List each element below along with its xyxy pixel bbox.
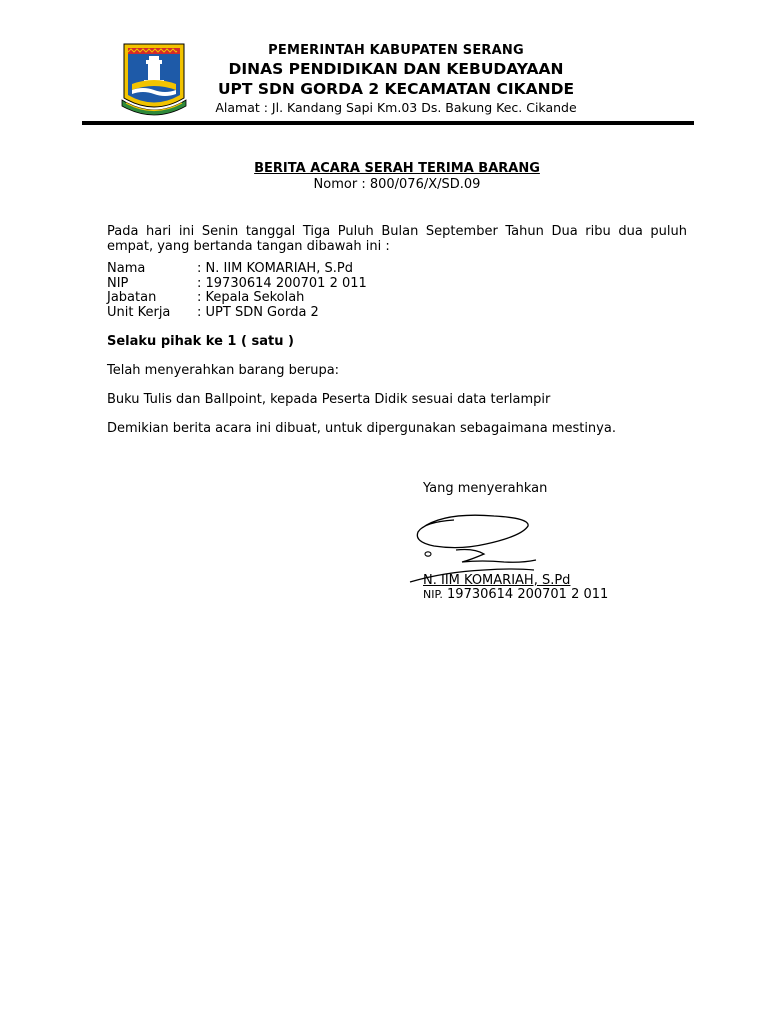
identity-table <box>107 262 367 320</box>
letterhead-divider <box>82 121 694 125</box>
letterhead-department: DINAS PENDIDIKAN DAN KEBUDAYAAN <box>228 60 564 78</box>
letterhead <box>196 42 596 116</box>
identity-row <box>107 262 367 277</box>
nip-value: 19730614 200701 2 011 <box>442 587 609 602</box>
signatory-nip <box>423 587 608 602</box>
identity-value: : Kepala Sekolah <box>197 290 305 305</box>
identity-label: Unit Kerja <box>107 304 171 320</box>
closing-text: Demikian berita acara ini dibuat, untuk dipergunakan sebagaimana mestinya. <box>107 421 616 436</box>
serang-regency-crest-icon <box>118 40 190 116</box>
letterhead-address: Alamat : Jl. Kandang Sapi Km.03 Ds. Bakung Kec. Cikande <box>215 100 577 115</box>
signature-role: Yang menyerahkan <box>423 481 548 496</box>
document-number: Nomor : 800/076/X/SD.09 <box>313 177 481 192</box>
identity-value: : 19730614 200701 2 011 <box>197 275 367 291</box>
closing-paragraph <box>107 421 687 436</box>
identity-label: Nama <box>107 261 146 276</box>
document-title-block <box>107 161 687 192</box>
identity-value: : N. IIM KOMARIAH, S.Pd <box>197 261 353 276</box>
identity-row <box>107 306 367 321</box>
identity-label: NIP <box>107 275 129 291</box>
identity-row <box>107 277 367 292</box>
identity-label: Jabatan <box>107 290 157 305</box>
signatory-name: N. IIM KOMARIAH, S.Pd <box>423 573 571 588</box>
handover-intro: Telah menyerahkan barang berupa: <box>107 363 340 378</box>
letterhead-school: UPT SDN GORDA 2 KECAMATAN CIKANDE <box>217 80 575 98</box>
opening-text: Pada hari ini Senin tanggal Tiga Puluh Bulan September Tahun Dua ribu dua puluh empat, yang bertanda tangan dibawah ini : <box>107 224 687 254</box>
opening-paragraph <box>107 224 687 254</box>
identity-value: : UPT SDN Gorda 2 <box>197 304 319 320</box>
party-statement: Selaku pihak ke 1 ( satu ) <box>107 334 294 349</box>
identity-row <box>107 291 367 306</box>
document-title: BERITA ACARA SERAH TERIMA BARANG <box>254 161 540 176</box>
letterhead-government: PEMERINTAH KABUPATEN SERANG <box>268 43 524 58</box>
nip-prefix: NIP. <box>423 588 443 601</box>
handover-items: Buku Tulis dan Ballpoint, kepada Peserta Didik sesuai data terlampir <box>107 392 551 407</box>
